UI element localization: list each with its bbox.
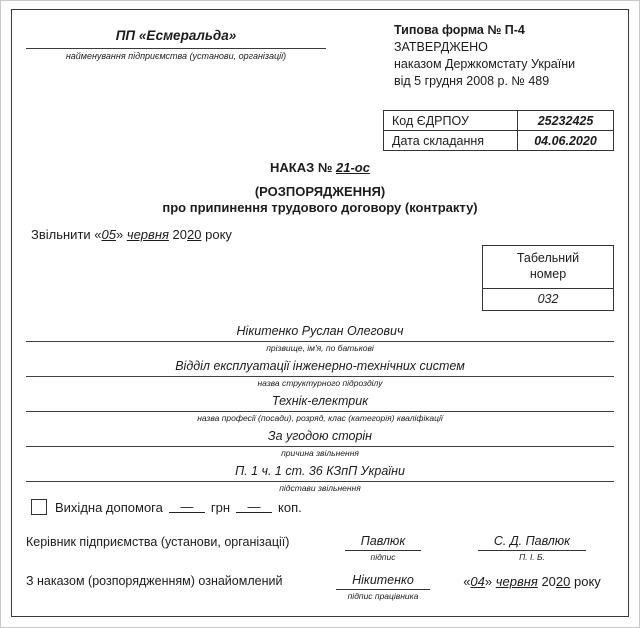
- table-row: [384, 111, 614, 131]
- approved-date: від 5 грудня 2008 р. № 489: [394, 74, 550, 88]
- form-approval-block: [394, 22, 614, 90]
- fullname-caption: П. І. Б.: [519, 552, 545, 562]
- field-value: За угодою сторін: [26, 429, 614, 447]
- field-value: П. 1 ч. 1 ст. 36 КЗпП України: [26, 464, 614, 482]
- field-value: Нікитенко Руслан Олегович: [26, 324, 614, 342]
- fields-section: [26, 324, 614, 493]
- ack-open-quote: «: [463, 574, 471, 589]
- info-table: [383, 110, 614, 151]
- director-fullname: [453, 534, 611, 562]
- ack-month: червня: [495, 574, 538, 589]
- order-number: 21-ос: [336, 160, 370, 175]
- document-border: [11, 9, 629, 617]
- severance-checkbox[interactable]: [31, 499, 47, 515]
- director-label: Керівник підприємства (установи, організації): [26, 535, 290, 549]
- ack-label: З наказом (розпорядженням) ознайомлений: [26, 574, 283, 588]
- grn-label: грн: [210, 499, 231, 515]
- order-label: НАКАЗ №: [270, 160, 333, 175]
- dismissal-year-head: 20: [172, 227, 188, 242]
- dismissal-prefix: Звільнити «: [31, 227, 102, 242]
- severance-row: [31, 499, 614, 515]
- field-value: Відділ експлуатації інженерно-технічних систем: [26, 359, 614, 377]
- personnel-number-label: Табельний номер: [483, 246, 613, 289]
- dismissal-line: [31, 227, 614, 242]
- field-caption: прізвище, ім'я, по батькові: [266, 343, 374, 353]
- title-block: [26, 160, 614, 215]
- director-signature: [317, 534, 449, 562]
- order-subtitle: (РОЗПОРЯДЖЕННЯ): [254, 184, 386, 199]
- company-name: ПП «Есмеральда»: [26, 28, 326, 49]
- fullname-value: С. Д. Павлюк: [478, 534, 586, 551]
- signature-value: Павлюк: [345, 534, 421, 551]
- field-caption: назва професії (посади), розряд, клас (категорія) кваліфікації: [197, 413, 443, 423]
- personnel-number-box: [482, 245, 614, 311]
- company-block: [26, 28, 326, 90]
- dismissal-month: червня: [126, 227, 169, 242]
- field-caption: підстави звільнення: [279, 483, 361, 493]
- dismissal-year-tail: 20: [187, 227, 202, 242]
- approved-label: ЗАТВЕРДЖЕНО: [394, 40, 488, 54]
- approved-by: наказом Держкомстату України: [394, 57, 576, 71]
- ack-year-word: року: [574, 574, 601, 589]
- form-title: Типова форма № П-4: [394, 23, 525, 37]
- field-dismissal-grounds: [26, 464, 614, 493]
- ack-date: [453, 573, 611, 589]
- signature-caption: підпис працівника: [347, 591, 419, 601]
- personnel-number-value: 032: [537, 292, 559, 306]
- order-subject: про припинення трудового договору (контракту): [162, 200, 478, 215]
- ack-day: 04: [470, 574, 485, 589]
- field-profession: [26, 394, 614, 423]
- dismissal-close-quote: »: [115, 227, 124, 242]
- personnel-number-row: [26, 245, 614, 311]
- compose-date-value: 04.06.2020: [518, 131, 614, 151]
- edrpou-value: 25232425: [518, 111, 614, 131]
- field-caption: назва структурного підрозділу: [257, 378, 383, 388]
- field-department: [26, 359, 614, 388]
- field-caption: причина звільнення: [281, 448, 359, 458]
- dismissal-year-word: року: [205, 227, 232, 242]
- ack-year-tail: 20: [555, 574, 571, 589]
- field-value: Технік-електрик: [26, 394, 614, 412]
- company-caption: найменування підприємства (установи, організації): [65, 51, 287, 61]
- ack-close-quote: »: [484, 574, 493, 589]
- compose-date-label: Дата складання: [384, 131, 518, 151]
- edrpou-label: Код ЄДРПОУ: [384, 111, 518, 131]
- dismissal-day: 05: [101, 227, 116, 242]
- table-row: [384, 131, 614, 151]
- employee-signature: [317, 573, 449, 601]
- signatures-section: [26, 534, 614, 601]
- order-title: [26, 160, 614, 175]
- signature-value: Нікитенко: [336, 573, 430, 590]
- director-signature-row: [26, 534, 614, 562]
- signature-caption: підпис: [370, 552, 396, 562]
- severance-label: Вихідна допомога: [55, 499, 163, 515]
- employee-ack-row: [26, 573, 614, 601]
- field-dismissal-reason: [26, 429, 614, 458]
- severance-grn-amount: —: [169, 501, 205, 513]
- severance-kop-amount: —: [236, 501, 272, 513]
- ack-year-head: 20: [541, 574, 556, 589]
- field-employee-name: [26, 324, 614, 353]
- header: [26, 22, 614, 90]
- kop-label: коп.: [278, 499, 302, 515]
